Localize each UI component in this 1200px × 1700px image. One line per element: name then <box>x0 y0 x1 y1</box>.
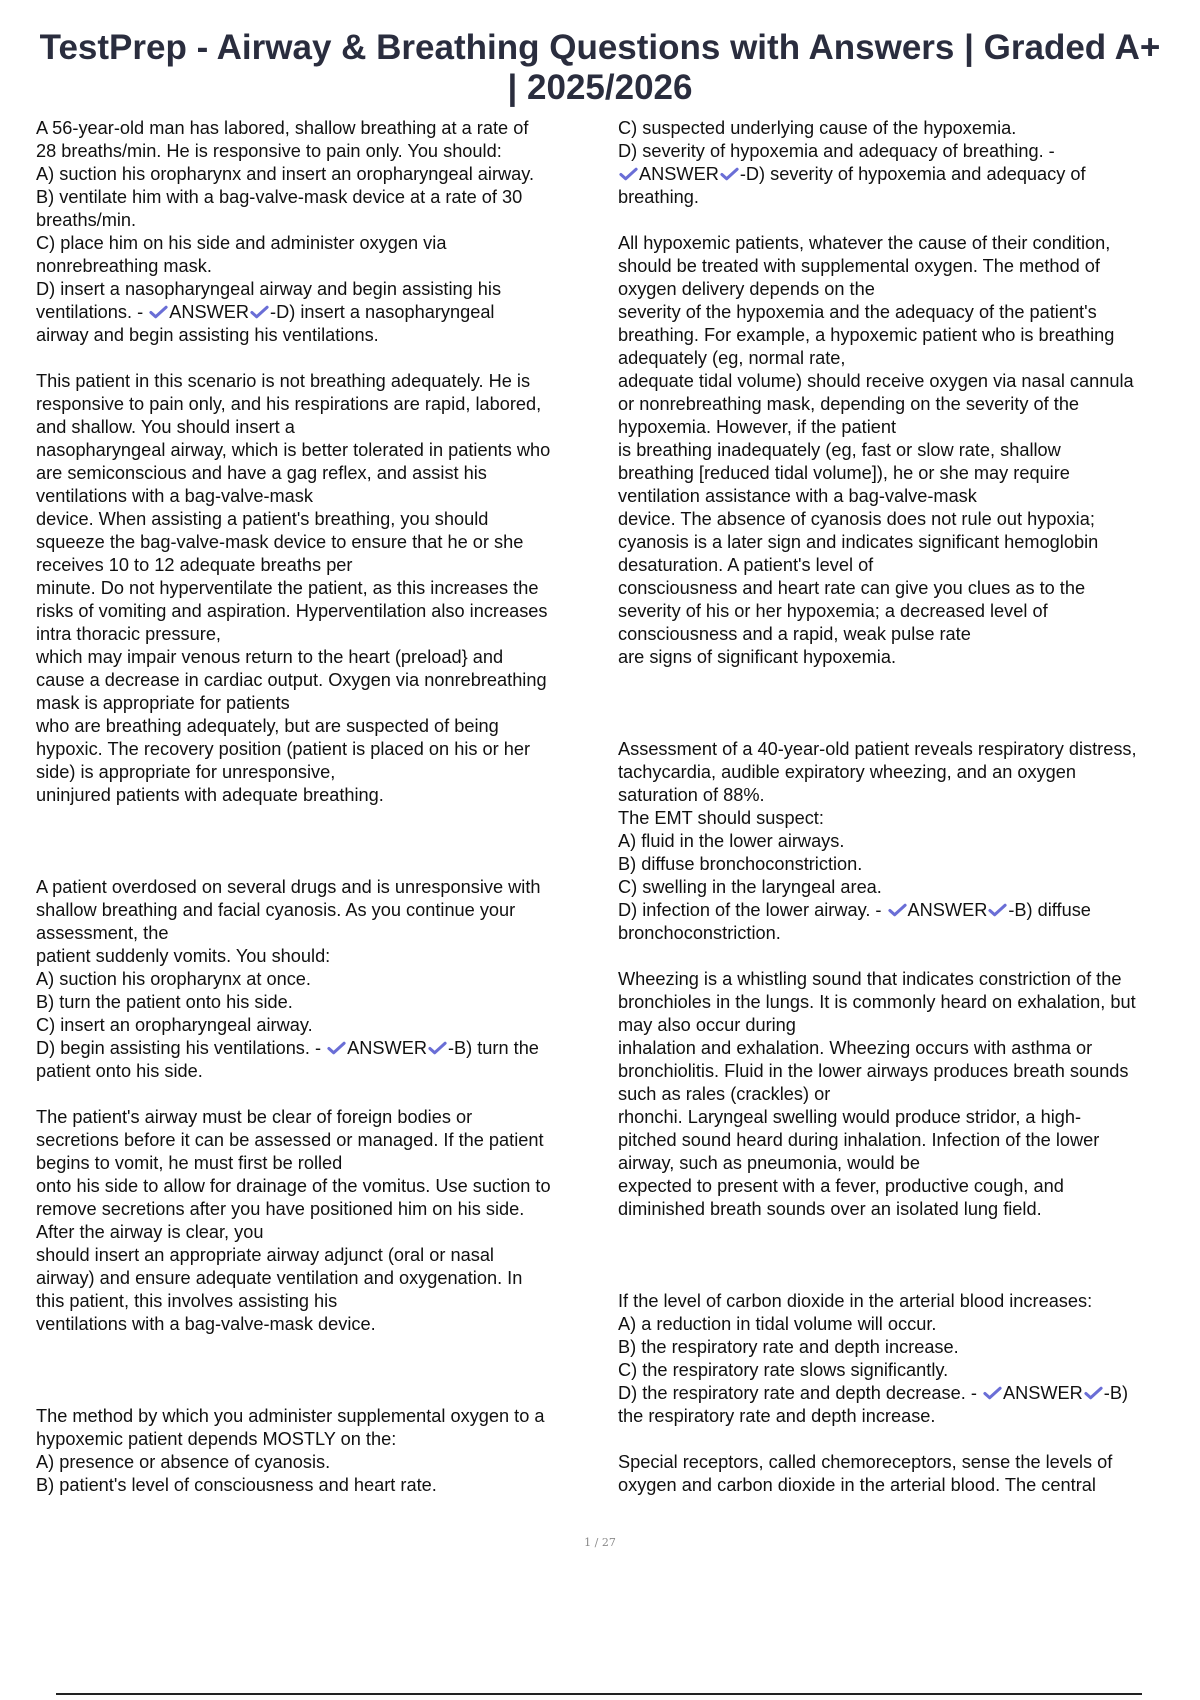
text-segment: patient onto his side. <box>36 1061 203 1081</box>
text-segment: C) insert an oropharyngeal airway. <box>36 1015 313 1035</box>
text-line <box>36 968 604 991</box>
text-segment: bronchoconstriction. <box>618 923 781 943</box>
text-line <box>36 899 604 922</box>
text-line <box>36 1175 604 1198</box>
text-segment: uninjured patients with adequate breathing. <box>36 785 384 805</box>
text-segment: mask is appropriate for patients <box>36 693 290 713</box>
right-column <box>618 117 1190 1497</box>
checkmark-icon <box>327 1041 346 1055</box>
text-line <box>36 324 604 347</box>
answer-label: ANSWER <box>907 900 988 920</box>
text-segment: severity of his or her hypoxemia; a decreased level of <box>618 601 1048 621</box>
text-line <box>36 1152 604 1175</box>
text-line <box>36 922 604 945</box>
checkmark-icon <box>720 167 739 181</box>
text-line <box>618 485 1190 508</box>
text-segment: airway, such as pneumonia, would be <box>618 1153 920 1173</box>
text-line <box>36 1221 604 1244</box>
text-line <box>618 646 1190 669</box>
text-line <box>36 1244 604 1267</box>
text-segment: B) turn the patient onto his side. <box>36 992 293 1012</box>
text-segment: B) the respiratory rate and depth increase. <box>618 1337 959 1357</box>
text-segment: oxygen delivery depends on the <box>618 279 875 299</box>
answer-line <box>36 301 604 324</box>
answer-line <box>618 1382 1190 1405</box>
text-segment: C) suspected underlying cause of the hypoxemia. <box>618 118 1017 138</box>
text-segment: who are breathing adequately, but are suspected of being <box>36 716 499 736</box>
text-segment: After the airway is clear, you <box>36 1222 264 1242</box>
text-segment: B) ventilate him with a bag-valve-mask device at a rate of 30 <box>36 187 523 207</box>
text-segment: breathing [reduced tidal volume]), he or she may require <box>618 463 1070 483</box>
text-segment: ventilations with a bag-valve-mask <box>36 486 313 506</box>
text-line <box>618 462 1190 485</box>
text-line <box>36 1106 604 1129</box>
text-line <box>36 117 604 140</box>
checkmark-icon <box>983 1386 1002 1400</box>
text-line <box>618 1405 1190 1428</box>
text-line <box>618 508 1190 531</box>
text-line <box>36 1313 604 1336</box>
text-line <box>36 692 604 715</box>
text-line <box>36 1405 604 1428</box>
checkmark-icon <box>428 1041 447 1055</box>
blank-line <box>618 945 1190 968</box>
answer-line <box>36 1037 604 1060</box>
blank-line <box>36 830 604 853</box>
text-segment: consciousness and a rapid, weak pulse rate <box>618 624 971 644</box>
text-line <box>36 1014 604 1037</box>
text-segment: should insert an appropriate airway adjunct (oral or nasal <box>36 1245 494 1265</box>
text-segment: or nonrebreathing mask, depending on the severity of the <box>618 394 1080 414</box>
text-segment: minute. Do not hyperventilate the patient, as this increases the <box>36 578 539 598</box>
text-segment: are signs of significant hypoxemia. <box>618 647 897 667</box>
text-segment: expected to present with a fever, productive cough, and <box>618 1176 1064 1196</box>
text-segment: such as rales (crackles) or <box>618 1084 831 1104</box>
text-line <box>36 1290 604 1313</box>
text-line <box>618 278 1190 301</box>
text-segment: bronchiolitis. Fluid in the lower airways produces breath sounds <box>618 1061 1129 1081</box>
text-line <box>36 577 604 600</box>
text-line <box>36 416 604 439</box>
text-line <box>618 1198 1190 1221</box>
text-line <box>618 853 1190 876</box>
text-line <box>36 485 604 508</box>
text-line <box>36 531 604 554</box>
text-line <box>618 554 1190 577</box>
text-line <box>36 876 604 899</box>
text-segment: -D) severity of hypoxemia and adequacy of <box>739 164 1086 184</box>
text-segment: B) diffuse bronchoconstriction. <box>618 854 863 874</box>
text-segment: -B) <box>1103 1383 1129 1403</box>
text-segment: oxygen and carbon dioxide in the arterial blood. The central <box>618 1475 1096 1495</box>
text-line <box>618 531 1190 554</box>
text-segment: B) patient's level of consciousness and heart rate. <box>36 1475 437 1495</box>
text-segment: onto his side to allow for drainage of the vomitus. Use suction to <box>36 1176 551 1196</box>
text-segment: cyanosis is a later sign and indicates significant hemoglobin <box>618 532 1099 552</box>
text-line <box>618 830 1190 853</box>
text-line <box>618 738 1190 761</box>
text-segment: desaturation. A patient's level of <box>618 555 874 575</box>
text-segment: A) suction his oropharynx at once. <box>36 969 311 989</box>
text-line <box>36 1428 604 1451</box>
text-segment: breathing. <box>618 187 699 207</box>
text-line <box>618 991 1190 1014</box>
blank-line <box>618 1428 1190 1451</box>
answer-label: ANSWER <box>639 164 719 184</box>
text-line <box>36 669 604 692</box>
text-segment: intra thoracic pressure, <box>36 624 221 644</box>
text-line <box>36 439 604 462</box>
text-line <box>618 1060 1190 1083</box>
text-segment: saturation of 88%. <box>618 785 765 805</box>
checkmark-icon <box>250 305 269 319</box>
text-segment: inhalation and exhalation. Wheezing occurs with asthma or <box>618 1038 1093 1058</box>
text-line <box>618 1175 1190 1198</box>
text-segment: bronchioles in the lungs. It is commonly heard on exhalation, but <box>618 992 1136 1012</box>
text-line <box>36 1474 604 1497</box>
checkmark-icon <box>888 903 907 917</box>
blank-line <box>36 347 604 370</box>
text-line <box>36 1060 604 1083</box>
text-line <box>36 508 604 531</box>
text-line <box>618 1014 1190 1037</box>
text-line <box>618 324 1190 347</box>
blank-line <box>36 807 604 830</box>
text-segment: cause a decrease in cardiac output. Oxygen via nonrebreathing <box>36 670 547 690</box>
text-segment: are semiconscious and have a gag reflex, and assist his <box>36 463 487 483</box>
page-number: 1 / 27 <box>584 1536 616 1549</box>
text-line <box>618 439 1190 462</box>
text-segment: rhonchi. Laryngeal swelling would produce stridor, a high- <box>618 1107 1082 1127</box>
text-line <box>36 393 604 416</box>
text-line <box>36 623 604 646</box>
text-segment: is breathing inadequately (eg, fast or slow rate, shallow <box>618 440 1061 460</box>
text-segment: pitched sound heard during inhalation. Infection of the lower <box>618 1130 1100 1150</box>
text-segment: which may impair venous return to the heart (preload} and <box>36 647 504 667</box>
blank-line <box>36 1359 604 1382</box>
text-segment: squeeze the bag-valve-mask device to ensure that he or she <box>36 532 524 552</box>
text-segment: The patient's airway must be clear of foreign bodies or <box>36 1107 473 1127</box>
text-segment: D) infection of the lower airway. - <box>618 900 887 920</box>
text-segment: C) swelling in the laryngeal area. <box>618 877 882 897</box>
blank-line <box>36 1382 604 1405</box>
text-line <box>36 1451 604 1474</box>
text-line <box>36 209 604 232</box>
text-segment: This patient in this scenario is not breathing adequately. He is <box>36 371 531 391</box>
text-segment: consciousness and heart rate can give you clues as to the <box>618 578 1086 598</box>
text-line <box>36 1198 604 1221</box>
text-line <box>36 232 604 255</box>
text-line <box>36 186 604 209</box>
answer-label: ANSWER <box>1002 1383 1083 1403</box>
text-segment: A) presence or absence of cyanosis. <box>36 1452 331 1472</box>
text-line <box>618 1451 1190 1474</box>
text-line <box>36 600 604 623</box>
text-line <box>36 715 604 738</box>
text-segment: The method by which you administer supplemental oxygen to a <box>36 1406 545 1426</box>
text-line <box>618 807 1190 830</box>
text-line <box>618 232 1190 255</box>
text-line <box>618 1037 1190 1060</box>
text-segment: ventilation assistance with a bag-valve-mask <box>618 486 977 506</box>
text-segment: All hypoxemic patients, whatever the cause of their condition, <box>618 233 1111 253</box>
text-segment: A) a reduction in tidal volume will occur. <box>618 1314 937 1334</box>
text-segment: C) the respiratory rate slows significantly. <box>618 1360 949 1380</box>
text-segment: Wheezing is a whistling sound that indicates constriction of the <box>618 969 1122 989</box>
text-line <box>618 117 1190 140</box>
text-line <box>36 1267 604 1290</box>
text-segment: receives 10 to 12 adequate breaths per <box>36 555 353 575</box>
text-segment: -B) diffuse <box>1008 900 1091 920</box>
text-segment: risks of vomiting and aspiration. Hyperventilation also increases <box>36 601 548 621</box>
text-line <box>36 991 604 1014</box>
checkmark-icon <box>1084 1386 1103 1400</box>
text-line <box>618 922 1190 945</box>
blank-line <box>36 853 604 876</box>
text-line <box>618 876 1190 899</box>
text-line <box>618 1152 1190 1175</box>
text-line <box>36 784 604 807</box>
checkmark-icon <box>619 167 638 181</box>
text-segment: side) is appropriate for unresponsive, <box>36 762 336 782</box>
blank-line <box>618 1267 1190 1290</box>
text-segment: nonrebreathing mask. <box>36 256 212 276</box>
text-line <box>36 738 604 761</box>
text-segment: device. When assisting a patient's breathing, you should <box>36 509 489 529</box>
blank-line <box>618 715 1190 738</box>
text-line <box>36 554 604 577</box>
text-line <box>618 416 1190 439</box>
blank-line <box>618 692 1190 715</box>
text-segment: patient suddenly vomits. You should: <box>36 946 331 966</box>
text-segment: D) severity of hypoxemia and adequacy of breathing. - <box>618 141 1055 161</box>
blank-line <box>36 1083 604 1106</box>
text-line <box>36 646 604 669</box>
text-segment: assessment, the <box>36 923 169 943</box>
answer-line <box>618 163 1190 186</box>
checkmark-icon <box>988 903 1007 917</box>
text-segment: shallow breathing and facial cyanosis. As you continue your <box>36 900 516 920</box>
text-segment: should be treated with supplemental oxygen. The method of <box>618 256 1100 276</box>
checkmark-icon <box>149 305 168 319</box>
text-segment: -D) insert a nasopharyngeal <box>270 302 495 322</box>
text-line <box>36 140 604 163</box>
text-segment: D) begin assisting his ventilations. - <box>36 1038 327 1058</box>
answer-label: ANSWER <box>347 1038 427 1058</box>
text-segment: device. The absence of cyanosis does not rule out hypoxia; <box>618 509 1095 529</box>
left-column <box>36 117 604 1497</box>
text-segment: A 56-year-old man has labored, shallow breathing at a rate of <box>36 118 529 138</box>
blank-line <box>36 1336 604 1359</box>
text-segment: diminished breath sounds over an isolated lung field. <box>618 1199 1042 1219</box>
text-line <box>618 1336 1190 1359</box>
blank-line <box>618 209 1190 232</box>
text-line <box>618 577 1190 600</box>
text-segment: breaths/min. <box>36 210 137 230</box>
text-line <box>618 600 1190 623</box>
text-segment: breathing. For example, a hypoxemic patient who is breathing <box>618 325 1115 345</box>
text-segment: remove secretions after you have positioned him on his side. <box>36 1199 525 1219</box>
text-segment: this patient, this involves assisting his <box>36 1291 338 1311</box>
text-line <box>618 968 1190 991</box>
text-segment: may also occur during <box>618 1015 796 1035</box>
blank-line <box>618 1244 1190 1267</box>
page-divider <box>56 1693 1142 1695</box>
text-segment: begins to vomit, he must first be rolled <box>36 1153 343 1173</box>
text-line <box>618 1129 1190 1152</box>
text-segment: A) suction his oropharynx and insert an oropharyngeal airway. <box>36 164 535 184</box>
text-line <box>36 278 604 301</box>
text-line <box>618 623 1190 646</box>
text-segment: hypoxemic patient depends MOSTLY on the: <box>36 1429 397 1449</box>
text-line <box>618 255 1190 278</box>
text-segment: D) insert a nasopharyngeal airway and begin assisting his <box>36 279 502 299</box>
blank-line <box>618 669 1190 692</box>
text-line <box>618 140 1190 163</box>
text-segment: responsive to pain only, and his respirations are rapid, labored, <box>36 394 542 414</box>
text-segment: D) the respiratory rate and depth decrease. - <box>618 1383 982 1403</box>
text-segment: A patient overdosed on several drugs and is unresponsive with <box>36 877 541 897</box>
text-segment: 28 breaths/min. He is responsive to pain only. You should: <box>36 141 502 161</box>
text-line <box>618 761 1190 784</box>
text-segment: tachycardia, audible expiratory wheezing, and an oxygen <box>618 762 1077 782</box>
text-line <box>618 1083 1190 1106</box>
text-line <box>36 1129 604 1152</box>
text-segment: The EMT should suspect: <box>618 808 824 828</box>
text-segment: -B) turn the <box>447 1038 539 1058</box>
text-segment: hypoxemia. However, if the patient <box>618 417 897 437</box>
text-segment: secretions before it can be assessed or managed. If the patient <box>36 1130 544 1150</box>
blank-line <box>618 1221 1190 1244</box>
text-segment: Special receptors, called chemoreceptors, sense the levels of <box>618 1452 1113 1472</box>
text-segment: adequate tidal volume) should receive oxygen via nasal cannula <box>618 371 1134 391</box>
text-segment: nasopharyngeal airway, which is better tolerated in patients who <box>36 440 551 460</box>
text-line <box>618 301 1190 324</box>
text-line <box>618 370 1190 393</box>
text-segment: severity of the hypoxemia and the adequacy of the patient's <box>618 302 1097 322</box>
text-segment: ventilations. - <box>36 302 149 322</box>
text-line <box>618 1474 1190 1497</box>
text-segment: and shallow. You should insert a <box>36 417 295 437</box>
text-line <box>618 1290 1190 1313</box>
text-line <box>36 945 604 968</box>
text-segment: adequately (eg, normal rate, <box>618 348 846 368</box>
text-line <box>618 186 1190 209</box>
document-title: TestPrep - Airway & Breathing Questions with Answers | Graded A+ | 2025/2026 <box>39 28 1161 107</box>
answer-line <box>618 899 1190 922</box>
text-line <box>36 370 604 393</box>
text-segment: A) fluid in the lower airways. <box>618 831 845 851</box>
text-segment: hypoxic. The recovery position (patient is placed on his or her <box>36 739 531 759</box>
text-segment: If the level of carbon dioxide in the arterial blood increases: <box>618 1291 1093 1311</box>
text-segment: airway) and ensure adequate ventilation and oxygenation. In <box>36 1268 523 1288</box>
text-segment: Assessment of a 40-year-old patient reveals respiratory distress, <box>618 739 1137 759</box>
text-line <box>618 393 1190 416</box>
text-line <box>36 255 604 278</box>
text-segment: airway and begin assisting his ventilations. <box>36 325 379 345</box>
text-segment: ventilations with a bag-valve-mask device. <box>36 1314 376 1334</box>
text-line <box>618 784 1190 807</box>
text-line <box>618 347 1190 370</box>
text-segment: the respiratory rate and depth increase. <box>618 1406 936 1426</box>
text-line <box>618 1106 1190 1129</box>
text-line <box>36 163 604 186</box>
text-line <box>36 462 604 485</box>
answer-label: ANSWER <box>169 302 250 322</box>
text-segment: C) place him on his side and administer oxygen via <box>36 233 447 253</box>
text-line <box>618 1313 1190 1336</box>
text-line <box>618 1359 1190 1382</box>
text-line <box>36 761 604 784</box>
